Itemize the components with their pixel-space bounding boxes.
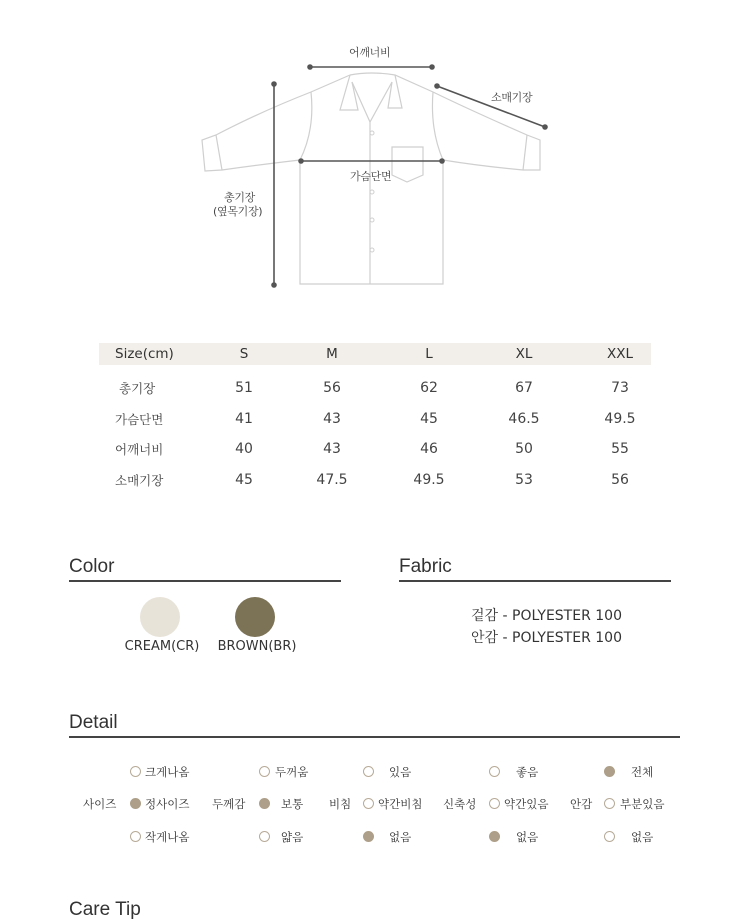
header-cell: L — [425, 346, 433, 362]
care-tip-section-title: Care Tip — [69, 899, 141, 920]
table-cell: 47.5 — [316, 471, 348, 488]
radio-icon[interactable] — [259, 831, 270, 842]
detail-category-label: 안감 — [570, 797, 593, 811]
radio-icon[interactable] — [259, 766, 270, 777]
cream-swatch-label: CREAM(CR) — [124, 639, 200, 654]
detail-option-label: 없음 — [389, 830, 412, 844]
detail-section-divider — [69, 736, 680, 738]
table-cell: 49.5 — [604, 410, 636, 427]
row-label: 어깨너비 — [115, 442, 164, 458]
table-cell: 43 — [323, 410, 341, 427]
radio-icon[interactable] — [130, 766, 141, 777]
table-cell: 62 — [420, 380, 438, 397]
fabric-section-divider — [399, 580, 671, 582]
radio-icon[interactable] — [130, 831, 141, 842]
table-cell: 45 — [235, 471, 253, 488]
row-label: 소매기장 — [115, 472, 164, 488]
table-cell: 67 — [515, 380, 533, 397]
fabric-outer-line: 겉감 - POLYESTER 100 — [471, 608, 622, 624]
detail-option-label: 없음 — [631, 830, 654, 844]
header-cell: Size(cm) — [115, 346, 174, 362]
brown-swatch[interactable] — [235, 597, 275, 637]
detail-option-label: 전체 — [631, 765, 654, 779]
detail-option-label: 약간있음 — [504, 797, 549, 811]
fabric-section-title: Fabric — [399, 556, 452, 577]
detail-category-label: 신축성 — [443, 797, 477, 811]
radio-icon[interactable] — [604, 798, 615, 809]
detail-option-label: 보통 — [281, 797, 304, 811]
measurement-diagram — [0, 0, 750, 310]
fabric-lining-line: 안감 - POLYESTER 100 — [471, 630, 622, 646]
detail-option-label: 없음 — [516, 830, 539, 844]
shoulder-width-label: 어깨너비 — [349, 46, 391, 59]
table-cell: 55 — [611, 441, 629, 458]
radio-selected-icon[interactable] — [363, 831, 374, 842]
table-cell: 41 — [235, 410, 253, 427]
detail-section-title: Detail — [69, 712, 118, 733]
table-cell: 51 — [235, 380, 253, 397]
radio-selected-icon[interactable] — [130, 798, 141, 809]
detail-option-label: 작게나옴 — [145, 830, 190, 844]
table-cell: 43 — [323, 441, 341, 458]
sleeve-length-label: 소매기장 — [491, 91, 533, 104]
table-cell: 45 — [420, 410, 438, 427]
radio-icon[interactable] — [489, 766, 500, 777]
table-cell: 46.5 — [508, 410, 540, 427]
header-cell: S — [239, 346, 249, 362]
radio-icon[interactable] — [363, 798, 374, 809]
radio-selected-icon[interactable] — [259, 798, 270, 809]
detail-option-label: 부분있음 — [620, 797, 665, 811]
detail-option-label: 크게나옴 — [145, 765, 190, 779]
cream-swatch[interactable] — [140, 597, 180, 637]
color-section-title: Color — [69, 556, 115, 577]
table-cell: 50 — [515, 441, 533, 458]
total-length-sub-label: (옆목기장) — [213, 205, 263, 218]
table-row — [99, 434, 651, 465]
radio-selected-icon[interactable] — [604, 766, 615, 777]
row-label: 가슴단면 — [115, 411, 164, 427]
size-table — [99, 343, 651, 495]
table-cell: 73 — [611, 380, 629, 397]
radio-icon[interactable] — [489, 798, 500, 809]
table-row — [99, 373, 651, 404]
detail-option-label: 좋음 — [516, 765, 539, 779]
color-section-divider — [69, 580, 341, 582]
table-row — [99, 404, 651, 435]
detail-category-label: 사이즈 — [83, 797, 117, 811]
detail-category-label: 비침 — [329, 797, 352, 811]
detail-option-label: 얇음 — [281, 830, 304, 844]
header-cell: M — [326, 346, 338, 362]
table-cell: 40 — [235, 441, 253, 458]
header-cell: XXL — [606, 346, 634, 362]
detail-option-label: 정사이즈 — [145, 797, 190, 811]
table-cell: 53 — [515, 471, 533, 488]
radio-selected-icon[interactable] — [489, 831, 500, 842]
radio-icon[interactable] — [363, 766, 374, 777]
table-cell: 49.5 — [413, 471, 445, 488]
brown-swatch-label: BROWN(BR) — [217, 639, 297, 654]
table-cell: 56 — [323, 380, 341, 397]
table-row — [99, 465, 651, 496]
chest-width-label: 가슴단면 — [350, 170, 392, 183]
detail-option-label: 있음 — [389, 765, 412, 779]
size-table-header — [99, 343, 651, 365]
header-cell: XL — [515, 346, 533, 362]
radio-icon[interactable] — [604, 831, 615, 842]
detail-option-label: 두꺼움 — [275, 765, 309, 779]
detail-category-label: 두께감 — [212, 797, 246, 811]
total-length-label: 총기장 — [224, 191, 255, 204]
table-cell: 56 — [611, 471, 629, 488]
row-label: 총기장 — [119, 381, 156, 397]
detail-option-label: 약간비침 — [378, 797, 423, 811]
table-cell: 46 — [420, 441, 438, 458]
